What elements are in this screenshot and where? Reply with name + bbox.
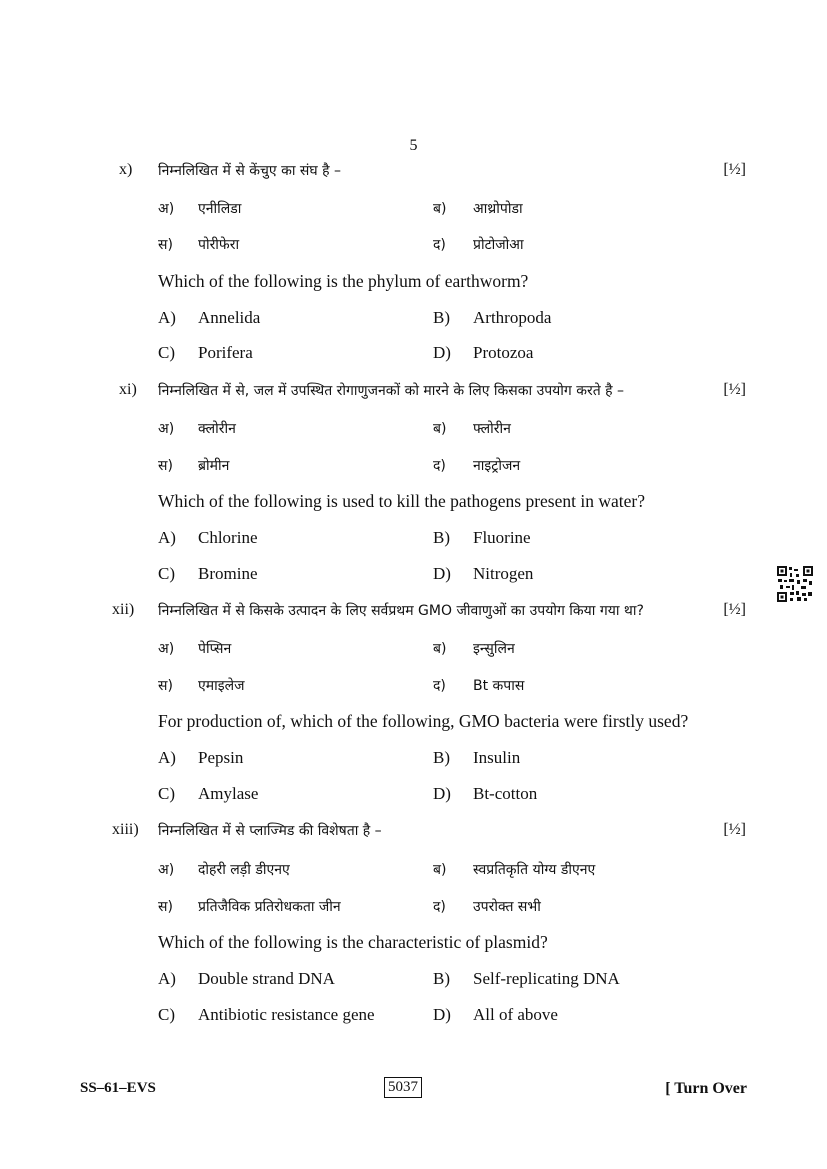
option-hindi-d: द) प्रोटोजोआ: [433, 237, 524, 253]
option-english-d: D) Bt-cotton: [433, 784, 538, 803]
question-text-english: Which of the following is the phylum of earthworm?: [158, 271, 529, 291]
marks-label: [½]: [723, 821, 746, 838]
option-english-a: A) Chlorine: [158, 528, 258, 547]
option-english-d: D) Nitrogen: [433, 564, 534, 583]
question-text-english: Which of the following is used to kill the pathogens present in water?: [158, 491, 645, 511]
option-hindi-b: ब) इन्सुलिन: [433, 641, 515, 657]
marks-label: [½]: [723, 601, 746, 618]
qr-code-icon: [776, 565, 814, 603]
center-code: 5037: [384, 1077, 422, 1098]
option-english-a: A) Double strand DNA: [158, 969, 335, 988]
option-english-a: A) Annelida: [158, 308, 261, 327]
option-english-c: C) Porifera: [158, 343, 253, 362]
option-hindi-c: स) पोरीफेरा: [158, 237, 240, 253]
option-hindi-d: द) उपरोक्त सभी: [433, 899, 541, 915]
option-hindi-c: स) एमाइलेज: [158, 678, 245, 694]
option-english-c: C) Bromine: [158, 564, 258, 583]
option-hindi-a: अ) क्लोरीन: [158, 421, 236, 437]
option-hindi-b: ब) आथ्रोपोडा: [433, 201, 523, 217]
question-number: x): [119, 161, 133, 178]
option-hindi-b: ब) स्वप्रतिकृति योग्य डीएनए: [433, 862, 596, 878]
option-hindi-c: स) ब्रोमीन: [158, 458, 230, 474]
option-hindi-d: द) नाइट्रोजन: [433, 458, 521, 474]
question-text-hindi: निम्नलिखित में से केंचुए का संघ है –: [158, 163, 341, 179]
question-text-hindi: निम्नलिखित में से, जल में उपस्थित रोगाणुजनकों को मारने के लिए किसका उपयोग करते है –: [158, 383, 625, 399]
question-text-english: Which of the following is the characteristic of plasmid?: [158, 932, 548, 952]
question-number: xii): [112, 601, 135, 618]
option-hindi-a: अ) दोहरी लड़ी डीएनए: [158, 862, 290, 878]
paper-code: SS–61–EVS: [80, 1080, 156, 1096]
option-hindi-a: अ) पेप्सिन: [158, 641, 232, 657]
option-english-b: B) Self-replicating DNA: [433, 969, 620, 988]
question-number: xiii): [112, 821, 139, 838]
question-text-english: For production of, which of the following, GMO bacteria were firstly used?: [158, 711, 689, 731]
option-english-b: B) Fluorine: [433, 528, 531, 547]
turn-over-label: [ Turn Over: [665, 1080, 747, 1097]
marks-label: [½]: [723, 381, 746, 398]
option-hindi-d: द) Bt कपास: [433, 678, 525, 694]
option-hindi-c: स) प्रतिजैविक प्रतिरोधकता जीन: [158, 899, 341, 915]
option-hindi-a: अ) एनीलिडा: [158, 201, 242, 217]
question-text-hindi: निम्नलिखित में से किसके उत्पादन के लिए सर्वप्रथम GMO जीवाणुओं का उपयोग किया गया था?: [158, 603, 644, 619]
page-number: 5: [409, 137, 418, 154]
marks-label: [½]: [723, 161, 746, 178]
option-english-b: B) Insulin: [433, 748, 521, 767]
option-english-c: C) Amylase: [158, 784, 259, 803]
option-english-c: C) Antibiotic resistance gene: [158, 1005, 375, 1024]
question-text-hindi: निम्नलिखित में से प्लाज्मिड की विशेषता है –: [158, 823, 382, 839]
question-number: xi): [119, 381, 137, 398]
option-english-d: D) All of above: [433, 1005, 558, 1024]
option-english-b: B) Arthropoda: [433, 308, 552, 327]
option-english-d: D) Protozoa: [433, 343, 534, 362]
option-english-a: A) Pepsin: [158, 748, 244, 767]
option-hindi-b: ब) फ्लोरीन: [433, 421, 511, 437]
